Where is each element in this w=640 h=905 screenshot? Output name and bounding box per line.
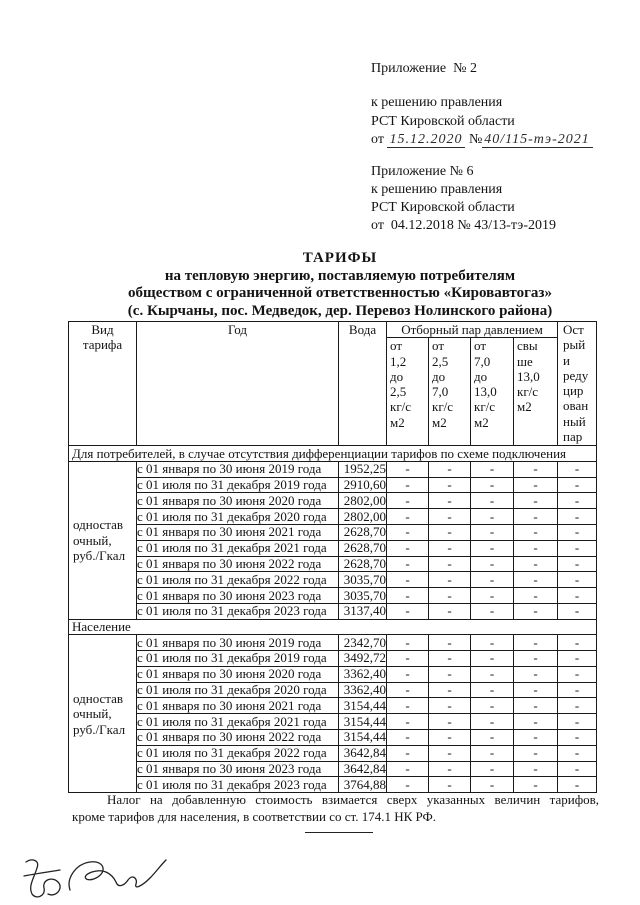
sharp-steam-tariff-cell: - — [558, 730, 597, 746]
tariff-type-cell: одностав очный, руб./Гкал — [69, 635, 137, 793]
steam-tariff-cell: - — [514, 777, 558, 793]
header-steam-3: от 7,0 до 13,0 кг/с м2 — [471, 338, 514, 446]
steam-tariff-cell: - — [429, 493, 471, 509]
water-tariff-cell: 2342,70 — [339, 635, 387, 651]
table-row — [69, 682, 597, 698]
table-row — [69, 493, 597, 509]
header-steam-2: от 2,5 до 7,0 кг/с м2 — [429, 338, 471, 446]
steam-tariff-cell: - — [471, 461, 514, 477]
table-row — [69, 556, 597, 572]
table-row — [69, 524, 597, 540]
sharp-steam-tariff-cell: - — [558, 603, 597, 619]
table-row — [69, 461, 597, 477]
period-cell: с 01 января по 30 июня 2019 года — [137, 635, 339, 651]
table-row — [69, 509, 597, 525]
signatures — [20, 852, 170, 902]
header-water: Вода — [339, 322, 387, 446]
sharp-steam-tariff-cell: - — [558, 714, 597, 730]
steam-tariff-cell: - — [471, 714, 514, 730]
period-cell: с 01 января по 30 июня 2021 года — [137, 698, 339, 714]
steam-tariff-cell: - — [514, 588, 558, 604]
steam-tariff-cell: - — [514, 603, 558, 619]
steam-tariff-cell: - — [429, 477, 471, 493]
title-line2: обществом с ограниченной ответственностью «Кировавтогаз» — [128, 285, 552, 301]
period-cell: с 01 января по 30 июня 2020 года — [137, 493, 339, 509]
period-cell: с 01 июля по 31 декабря 2023 года — [137, 603, 339, 619]
steam-tariff-cell: - — [387, 666, 429, 682]
steam-tariff-cell: - — [387, 556, 429, 572]
steam-tariff-cell: - — [429, 745, 471, 761]
period-cell: с 01 января по 30 июня 2021 года — [137, 524, 339, 540]
steam-tariff-cell: - — [514, 572, 558, 588]
sharp-steam-tariff-cell: - — [558, 509, 597, 525]
title-heading: ТАРИФЫ — [302, 250, 378, 266]
steam-tariff-cell: - — [429, 635, 471, 651]
steam-tariff-cell: - — [471, 635, 514, 651]
tariff-type-cell: одностав очный, руб./Гкал — [69, 461, 137, 619]
steam-tariff-cell: - — [387, 572, 429, 588]
steam-tariff-cell: - — [387, 745, 429, 761]
sharp-steam-tariff-cell: - — [558, 493, 597, 509]
period-cell: с 01 июля по 31 декабря 2021 года — [137, 714, 339, 730]
appendix-previous-line2: РСТ Кировской области — [371, 200, 515, 215]
steam-tariff-cell: - — [514, 461, 558, 477]
steam-tariff-cell: - — [429, 509, 471, 525]
steam-tariff-cell: - — [387, 761, 429, 777]
period-cell: с 01 января по 30 июня 2022 года — [137, 730, 339, 746]
steam-tariff-cell: - — [471, 761, 514, 777]
sharp-steam-tariff-cell: - — [558, 761, 597, 777]
period-cell: с 01 января по 30 июня 2023 года — [137, 761, 339, 777]
water-tariff-cell: 3154,44 — [339, 698, 387, 714]
steam-tariff-cell: - — [429, 461, 471, 477]
header-steam-4: свы ше 13,0 кг/с м2 — [514, 338, 558, 446]
period-cell: с 01 июля по 31 декабря 2023 года — [137, 777, 339, 793]
steam-tariff-cell: - — [387, 540, 429, 556]
table-row — [69, 603, 597, 619]
steam-tariff-cell: - — [514, 509, 558, 525]
steam-tariff-cell: - — [429, 682, 471, 698]
sharp-steam-tariff-cell: - — [558, 635, 597, 651]
table-body — [69, 446, 597, 793]
sharp-steam-tariff-cell: - — [558, 524, 597, 540]
water-tariff-cell: 2910,60 — [339, 477, 387, 493]
steam-tariff-cell: - — [471, 603, 514, 619]
steam-tariff-cell: - — [429, 761, 471, 777]
steam-tariff-cell: - — [471, 540, 514, 556]
steam-tariff-cell: - — [429, 666, 471, 682]
vat-footnote — [72, 791, 599, 825]
steam-tariff-cell: - — [514, 714, 558, 730]
steam-tariff-cell: - — [471, 682, 514, 698]
header-steam-1: от 1,2 до 2,5 кг/с м2 — [387, 338, 429, 446]
steam-tariff-cell: - — [387, 524, 429, 540]
section-title: Для потребителей, в случае отсутствия дифференциации тарифов по схеме подключения — [69, 446, 597, 462]
steam-tariff-cell: - — [387, 714, 429, 730]
steam-tariff-cell: - — [429, 777, 471, 793]
period-cell: с 01 января по 30 июня 2019 года — [137, 461, 339, 477]
section-row — [69, 446, 597, 462]
steam-tariff-cell: - — [471, 509, 514, 525]
signature-2-icon — [69, 860, 166, 890]
title-line1: на тепловую энергию, поставляемую потребителям — [164, 267, 516, 284]
period-cell: с 01 января по 30 июня 2022 года — [137, 556, 339, 572]
steam-tariff-cell: - — [429, 651, 471, 667]
steam-tariff-cell: - — [387, 651, 429, 667]
title-line3: (с. Кырчаны, пос. Медведок, дер. Перевоз Нолинского района) — [127, 302, 553, 319]
appendix-previous-line3: от 04.12.2018 № 43/13-тэ-2019 — [371, 218, 556, 233]
approval-current-block — [371, 94, 593, 150]
period-cell: с 01 января по 30 июня 2020 года — [137, 666, 339, 682]
steam-tariff-cell: - — [471, 651, 514, 667]
water-tariff-cell: 1952,25 — [339, 461, 387, 477]
sharp-steam-tariff-cell: - — [558, 556, 597, 572]
period-cell: с 01 июля по 31 декабря 2019 года — [137, 651, 339, 667]
header-sharp-steam: Ост рый и реду цир ован ный пар — [558, 322, 597, 446]
period-cell: с 01 июля по 31 декабря 2019 года — [137, 477, 339, 493]
header-steam-group: Отборный пар давлением — [387, 322, 558, 338]
date-prefix: от — [371, 132, 384, 147]
steam-tariff-cell: - — [471, 524, 514, 540]
steam-tariff-cell: - — [514, 493, 558, 509]
water-tariff-cell: 3154,44 — [339, 730, 387, 746]
steam-tariff-cell: - — [471, 730, 514, 746]
steam-tariff-cell: - — [514, 477, 558, 493]
approval-current-line1: к решению правления — [371, 95, 503, 110]
steam-tariff-cell: - — [471, 556, 514, 572]
table-header — [69, 322, 597, 446]
water-tariff-cell: 3492,72 — [339, 651, 387, 667]
steam-tariff-cell: - — [387, 603, 429, 619]
steam-tariff-cell: - — [387, 588, 429, 604]
steam-tariff-cell: - — [387, 777, 429, 793]
period-cell: с 01 июля по 31 декабря 2022 года — [137, 572, 339, 588]
steam-tariff-cell: - — [514, 540, 558, 556]
table-row — [69, 635, 597, 651]
steam-tariff-cell: - — [387, 635, 429, 651]
handwritten-number: 40/115-тэ-2021 — [482, 132, 592, 148]
steam-tariff-cell: - — [387, 477, 429, 493]
table-row — [69, 698, 597, 714]
water-tariff-cell: 3035,70 — [339, 588, 387, 604]
steam-tariff-cell: - — [429, 572, 471, 588]
steam-tariff-cell: - — [471, 572, 514, 588]
sharp-steam-tariff-cell: - — [558, 698, 597, 714]
steam-tariff-cell: - — [514, 524, 558, 540]
section-row — [69, 619, 597, 635]
steam-tariff-cell: - — [514, 635, 558, 651]
table-row — [69, 572, 597, 588]
steam-tariff-cell: - — [514, 682, 558, 698]
water-tariff-cell: 3642,84 — [339, 745, 387, 761]
table-row — [69, 730, 597, 746]
sharp-steam-tariff-cell: - — [558, 588, 597, 604]
steam-tariff-cell: - — [471, 745, 514, 761]
steam-tariff-cell: - — [429, 730, 471, 746]
document-title — [40, 250, 640, 320]
period-cell: с 01 июля по 31 декабря 2021 года — [137, 540, 339, 556]
period-cell: с 01 июля по 31 декабря 2020 года — [137, 509, 339, 525]
sharp-steam-tariff-cell: - — [558, 651, 597, 667]
sharp-steam-tariff-cell: - — [558, 666, 597, 682]
steam-tariff-cell: - — [387, 509, 429, 525]
steam-tariff-cell: - — [387, 698, 429, 714]
steam-tariff-cell: - — [514, 761, 558, 777]
steam-tariff-cell: - — [429, 714, 471, 730]
steam-tariff-cell: - — [387, 682, 429, 698]
water-tariff-cell: 3362,40 — [339, 666, 387, 682]
steam-tariff-cell: - — [514, 556, 558, 572]
footnote-line2: кроме тарифов для населения, в соответствии со ст. 174.1 НК РФ. — [72, 809, 437, 824]
sharp-steam-tariff-cell: - — [558, 745, 597, 761]
table-row — [69, 714, 597, 730]
steam-tariff-cell: - — [387, 461, 429, 477]
approval-current-date-line — [371, 131, 593, 150]
steam-tariff-cell: - — [514, 651, 558, 667]
steam-tariff-cell: - — [429, 698, 471, 714]
table-row — [69, 745, 597, 761]
appendix-current-block — [371, 60, 477, 77]
approval-current-line2: РСТ Кировской области — [371, 113, 515, 129]
water-tariff-cell: 2802,00 — [339, 509, 387, 525]
steam-tariff-cell: - — [471, 588, 514, 604]
water-tariff-cell: 2628,70 — [339, 524, 387, 540]
steam-tariff-cell: - — [387, 493, 429, 509]
number-prefix: № — [468, 132, 483, 147]
tariff-table — [68, 321, 597, 793]
steam-tariff-cell: - — [429, 556, 471, 572]
sharp-steam-tariff-cell: - — [558, 461, 597, 477]
appendix-previous-block — [371, 163, 556, 235]
closing-divider — [305, 832, 373, 833]
sharp-steam-tariff-cell: - — [558, 572, 597, 588]
water-tariff-cell: 3035,70 — [339, 572, 387, 588]
table-row — [69, 666, 597, 682]
water-tariff-cell: 3154,44 — [339, 714, 387, 730]
header-tariff-type: Вид тарифа — [69, 322, 137, 446]
water-tariff-cell: 3362,40 — [339, 682, 387, 698]
steam-tariff-cell: - — [514, 745, 558, 761]
sharp-steam-tariff-cell: - — [558, 540, 597, 556]
water-tariff-cell: 2628,70 — [339, 540, 387, 556]
steam-tariff-cell: - — [429, 588, 471, 604]
header-row — [69, 322, 597, 338]
section-title: Население — [69, 619, 597, 635]
table-row — [69, 651, 597, 667]
period-cell: с 01 января по 30 июня 2023 года — [137, 588, 339, 604]
steam-tariff-cell: - — [514, 698, 558, 714]
table-row — [69, 477, 597, 493]
steam-tariff-cell: - — [471, 477, 514, 493]
steam-tariff-cell: - — [429, 540, 471, 556]
water-tariff-cell: 2802,00 — [339, 493, 387, 509]
table-row — [69, 540, 597, 556]
header-period: Год — [137, 322, 339, 446]
period-cell: с 01 июля по 31 декабря 2022 года — [137, 745, 339, 761]
steam-tariff-cell: - — [514, 666, 558, 682]
appendix-previous-line1: к решению правления — [371, 182, 503, 197]
steam-tariff-cell: - — [471, 666, 514, 682]
water-tariff-cell: 3642,84 — [339, 761, 387, 777]
appendix-current-title: Приложение № 2 — [371, 61, 477, 76]
steam-tariff-cell: - — [514, 730, 558, 746]
water-tariff-cell: 3137,40 — [339, 603, 387, 619]
handwritten-date: 15.12.2020 — [387, 132, 465, 148]
period-cell: с 01 июля по 31 декабря 2020 года — [137, 682, 339, 698]
appendix-previous-title: Приложение № 6 — [371, 164, 474, 179]
table-row — [69, 761, 597, 777]
steam-tariff-cell: - — [387, 730, 429, 746]
water-tariff-cell: 2628,70 — [339, 556, 387, 572]
steam-tariff-cell: - — [471, 777, 514, 793]
table-row — [69, 588, 597, 604]
steam-tariff-cell: - — [429, 524, 471, 540]
sharp-steam-tariff-cell: - — [558, 682, 597, 698]
signature-1-icon — [24, 860, 60, 897]
steam-tariff-cell: - — [429, 603, 471, 619]
footnote-line1: Налог на добавленную стоимость взимается сверх указанных величин тарифов, — [107, 792, 599, 807]
water-tariff-cell: 3764,88 — [339, 777, 387, 793]
steam-tariff-cell: - — [471, 493, 514, 509]
sharp-steam-tariff-cell: - — [558, 777, 597, 793]
steam-tariff-cell: - — [471, 698, 514, 714]
sharp-steam-tariff-cell: - — [558, 477, 597, 493]
